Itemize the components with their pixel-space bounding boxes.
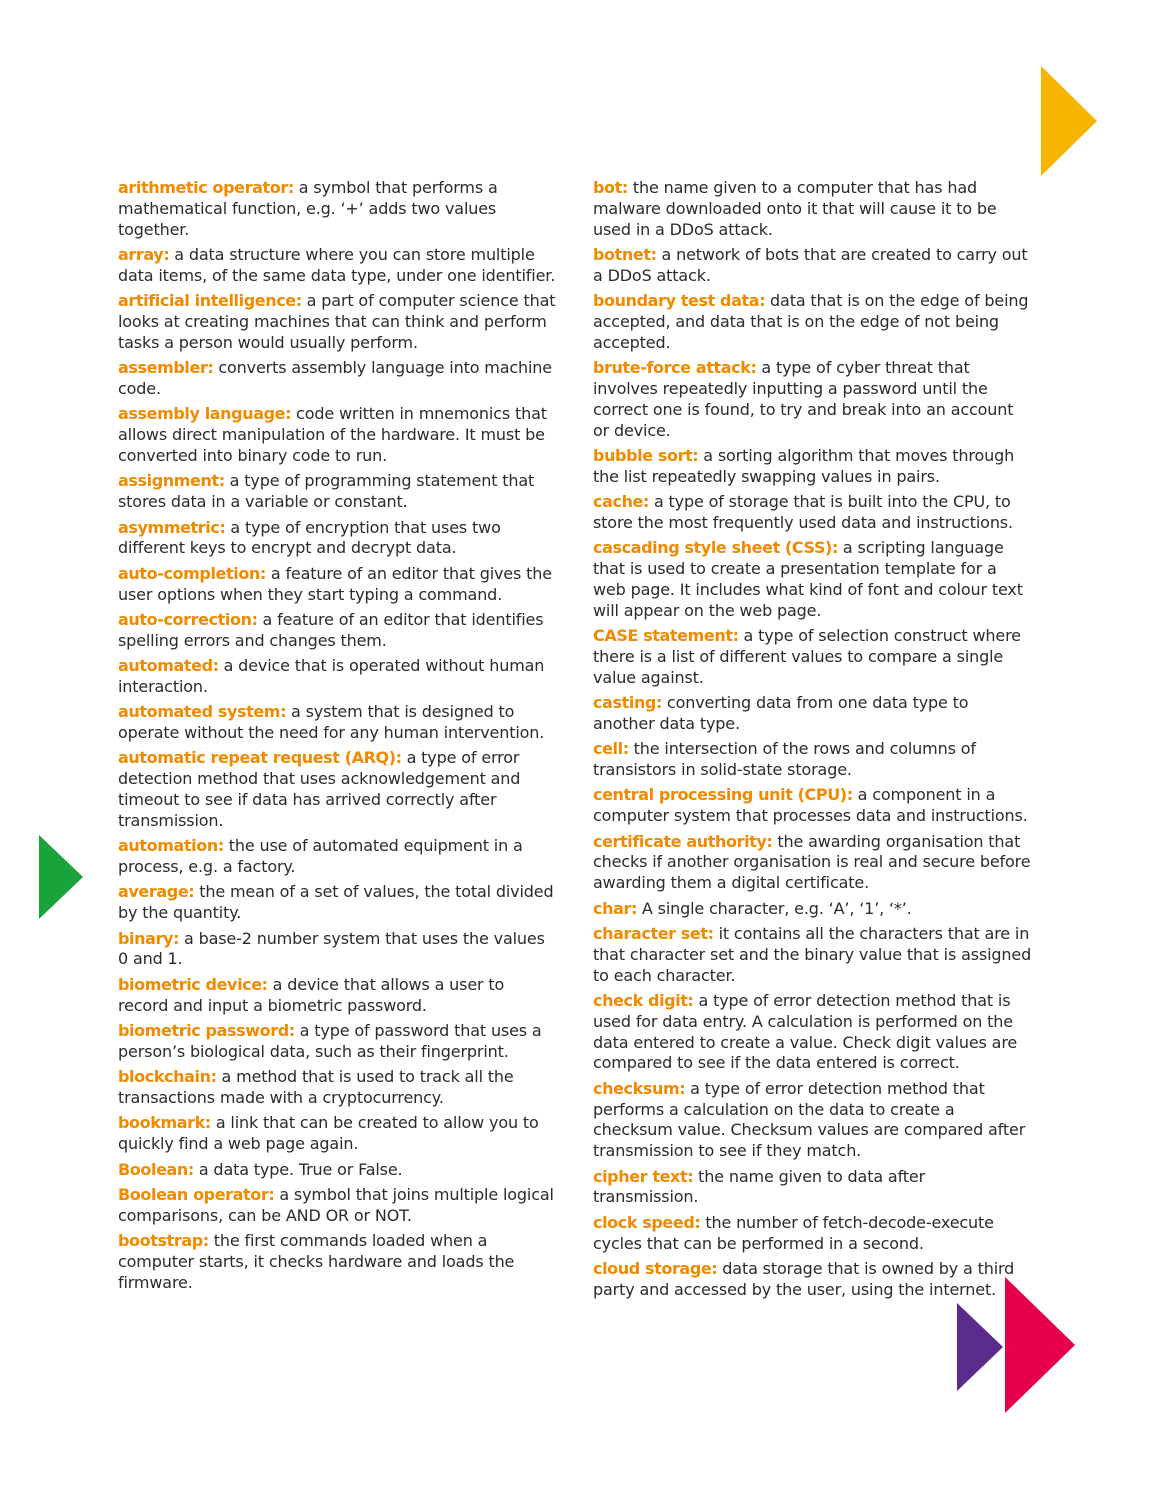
glossary-definition: converting data from one data type to another data type.	[593, 693, 969, 733]
glossary-entry	[118, 564, 558, 606]
glossary-definition: a device that allows a user to record and input a biometric password.	[118, 974, 505, 1015]
glossary-entry	[118, 1113, 558, 1155]
glossary-entry	[118, 882, 558, 924]
glossary-entry	[593, 446, 1033, 488]
glossary-term: clock speed:	[593, 1212, 701, 1232]
glossary-term: boundary test data:	[593, 291, 766, 311]
glossary-entry	[118, 1185, 558, 1227]
glossary-entry	[593, 245, 1033, 287]
glossary-definition: the awarding organisation that checks if another organisation is real and secure before awarding them a digital certificate.	[593, 831, 1031, 893]
glossary-term: assembly language:	[118, 404, 292, 424]
glossary-entry	[118, 610, 558, 652]
glossary-definition: a type of selection construct where there is a list of different values to compare a single value against.	[593, 626, 1021, 687]
glossary-entry	[593, 832, 1033, 894]
glossary-definition: a type of cyber threat that involves repeatedly inputting a password until the correct one is found, to try and break into an account or device.	[593, 358, 1014, 440]
glossary-entry	[118, 358, 558, 400]
glossary-term: char:	[593, 898, 637, 918]
glossary-definition: a type of programming statement that stores data in a variable or constant.	[118, 471, 535, 512]
glossary-definition: a symbol that performs a mathematical function, e.g. ‘+’ adds two values together.	[118, 178, 498, 239]
glossary-term: cache:	[593, 492, 650, 512]
glossary-definition: the number of fetch-decode-execute cycles that can be performed in a second.	[593, 1212, 994, 1253]
glossary-term: bookmark:	[118, 1113, 211, 1133]
glossary-definition: a base-2 number system that uses the values 0 and 1.	[118, 928, 545, 969]
glossary-entry	[593, 693, 1033, 735]
glossary-entry	[593, 626, 1033, 688]
glossary-term: botnet:	[593, 244, 657, 264]
glossary-definition: data that is on the edge of being accepted, and data that is on the edge of not being accepted.	[593, 291, 1029, 352]
glossary-definition: a type of password that uses a person’s biological data, such as their fingerprint.	[118, 1020, 542, 1061]
glossary-term: central processing unit (CPU):	[593, 785, 853, 805]
glossary-definition: a scripting language that is used to create a presentation template for a web page. It includes what kind of font and colour text will appear on the web page.	[593, 538, 1023, 620]
glossary-definition: a type of error detection method that performs a calculation on the data to create a checksum value. Checksum values are compared after transmission to see if they match.	[593, 1078, 1026, 1161]
glossary-definition: a feature of an editor that gives the user options when they start typing a command.	[118, 563, 552, 604]
glossary-entry	[593, 358, 1033, 441]
glossary-definition: a data structure where you can store multiple data items, of the same data type, under one identifier.	[118, 244, 556, 285]
glossary-term: binary:	[118, 928, 180, 948]
yellow-arrow-decoration	[1041, 66, 1097, 176]
glossary-entry	[593, 291, 1033, 353]
glossary-definition: a feature of an editor that identifies spelling errors and changes them.	[118, 609, 544, 650]
glossary-definition: A single character, e.g. ‘A’, ‘1’, ‘*’.	[636, 898, 912, 918]
glossary-entry	[593, 739, 1033, 781]
glossary-term: array:	[118, 244, 170, 264]
glossary-definition: a component in a computer system that processes data and instructions.	[593, 785, 1028, 826]
glossary-entry	[593, 178, 1033, 240]
glossary-term: bootstrap:	[118, 1231, 209, 1251]
glossary-term: brute-force attack:	[593, 358, 757, 378]
glossary-term: artificial intelligence:	[118, 291, 302, 311]
glossary-entry	[118, 178, 558, 240]
glossary-definition: a symbol that joins multiple logical comparisons, can be AND OR or NOT.	[118, 1184, 554, 1225]
glossary-entry	[118, 404, 558, 466]
glossary-entry	[118, 702, 558, 744]
glossary-entry	[118, 748, 558, 831]
glossary-definition: a part of computer science that looks at creating machines that can think and perform tasks a person would usually perform.	[118, 291, 556, 352]
glossary-term: Boolean:	[118, 1159, 194, 1179]
glossary-term: bubble sort:	[593, 445, 699, 465]
glossary-term: cloud storage:	[593, 1258, 718, 1278]
glossary-term: biometric password:	[118, 1020, 295, 1040]
glossary-term: automation:	[118, 836, 224, 856]
glossary-definition: the name given to a computer that has had malware downloaded onto it that will cause it to be used in a DDoS attack.	[593, 178, 997, 239]
glossary-entry	[593, 492, 1033, 534]
glossary-entry	[593, 538, 1033, 621]
glossary-definition: data storage that is owned by a third party and accessed by the user, using the internet.	[593, 1258, 1015, 1299]
glossary-definition: a data type. True or False.	[193, 1159, 403, 1179]
glossary-term: cell:	[593, 739, 629, 759]
glossary-definition: a system that is designed to operate without the need for any human intervention.	[118, 702, 545, 743]
glossary-entry	[593, 785, 1033, 827]
glossary-term: check digit:	[593, 991, 694, 1010]
glossary-term: automated system:	[118, 702, 287, 722]
glossary-entry	[593, 1079, 1033, 1162]
glossary-entry	[118, 656, 558, 698]
glossary-term: cascading style sheet (CSS):	[593, 538, 838, 558]
glossary-entry	[118, 1160, 558, 1181]
glossary-term: arithmetic operator:	[118, 178, 294, 197]
glossary-entry	[118, 929, 558, 971]
glossary-definition: a type of encryption that uses two different keys to encrypt and decrypt data.	[118, 517, 501, 558]
green-arrow-decoration	[39, 835, 83, 919]
glossary-term: assembler:	[118, 358, 214, 378]
glossary-entry	[593, 1167, 1033, 1209]
glossary-term: checksum:	[593, 1078, 686, 1098]
glossary-definition: converts assembly language into machine code.	[118, 358, 552, 398]
glossary-entry	[593, 991, 1033, 1074]
glossary-definition: it contains all the characters that are in that character set and the binary value that is assigned to each character.	[593, 924, 1032, 985]
glossary-definition: the use of automated equipment in a process, e.g. a factory.	[118, 836, 523, 877]
glossary-definition: the mean of a set of values, the total divided by the quantity.	[118, 882, 554, 923]
glossary-entry	[118, 975, 558, 1017]
glossary-entry	[118, 836, 558, 878]
glossary-term: casting:	[593, 693, 662, 713]
glossary-definition: a network of bots that are created to carry out a DDoS attack.	[593, 244, 1028, 285]
purple-arrow-decoration	[957, 1303, 1003, 1391]
glossary-definition: a type of error detection method that uses acknowledgement and timeout to see if data has arrived correctly after transmission.	[118, 748, 521, 830]
glossary-entry	[118, 291, 558, 353]
glossary-term: character set:	[593, 924, 714, 944]
glossary-entry	[118, 245, 558, 287]
glossary-definition: a method that is used to track all the transactions made with a cryptocurrency.	[118, 1067, 514, 1107]
glossary-definition: a sorting algorithm that moves through the list repeatedly swapping values in pairs.	[593, 445, 1015, 486]
glossary-term: automatic repeat request (ARQ):	[118, 748, 402, 768]
glossary-term: CASE statement:	[593, 626, 739, 646]
glossary-entry	[118, 1067, 558, 1109]
glossary-entry	[593, 1259, 1033, 1301]
glossary-definition: a device that is operated without human interaction.	[118, 656, 545, 696]
glossary-entry	[118, 1231, 558, 1293]
glossary-definition: the intersection of the rows and columns of transistors in solid-state storage.	[593, 739, 976, 780]
glossary-definition: code written in mnemonics that allows direct manipulation of the hardware. It must be converted into binary code to run.	[118, 404, 547, 465]
glossary-term: asymmetric:	[118, 517, 226, 537]
glossary-term: assignment:	[118, 471, 225, 491]
glossary-definition: a type of error detection method that is used for data entry. A calculation is performed on the data entered to create a value. Check digit values are compared to see if the data entered is correct.	[593, 991, 1018, 1073]
glossary-entry	[593, 899, 1033, 920]
glossary-definition: a type of storage that is built into the CPU, to store the most frequently used data and instructions.	[593, 492, 1013, 532]
glossary-column-right	[593, 178, 1033, 1305]
glossary-entry	[593, 1213, 1033, 1255]
glossary-term: certificate authority:	[593, 831, 773, 851]
glossary-column-left	[118, 178, 558, 1298]
glossary-entry	[593, 924, 1033, 986]
glossary-term: Boolean operator:	[118, 1184, 275, 1204]
glossary-definition: the first commands loaded when a computer starts, it checks hardware and loads the firmware.	[118, 1231, 515, 1292]
glossary-term: automated:	[118, 656, 219, 676]
glossary-term: cipher text:	[593, 1166, 694, 1186]
glossary-term: bot:	[593, 178, 628, 197]
glossary-term: auto-correction:	[118, 609, 258, 629]
glossary-term: biometric device:	[118, 974, 268, 994]
glossary-definition: the name given to data after transmission.	[593, 1166, 926, 1207]
glossary-term: average:	[118, 882, 195, 902]
glossary-term: blockchain:	[118, 1067, 217, 1087]
glossary-entry	[118, 1021, 558, 1063]
glossary-term: auto-completion:	[118, 563, 266, 583]
glossary-definition: a link that can be created to allow you to quickly find a web page again.	[118, 1113, 539, 1154]
glossary-entry	[118, 518, 558, 560]
glossary-entry	[118, 471, 558, 513]
